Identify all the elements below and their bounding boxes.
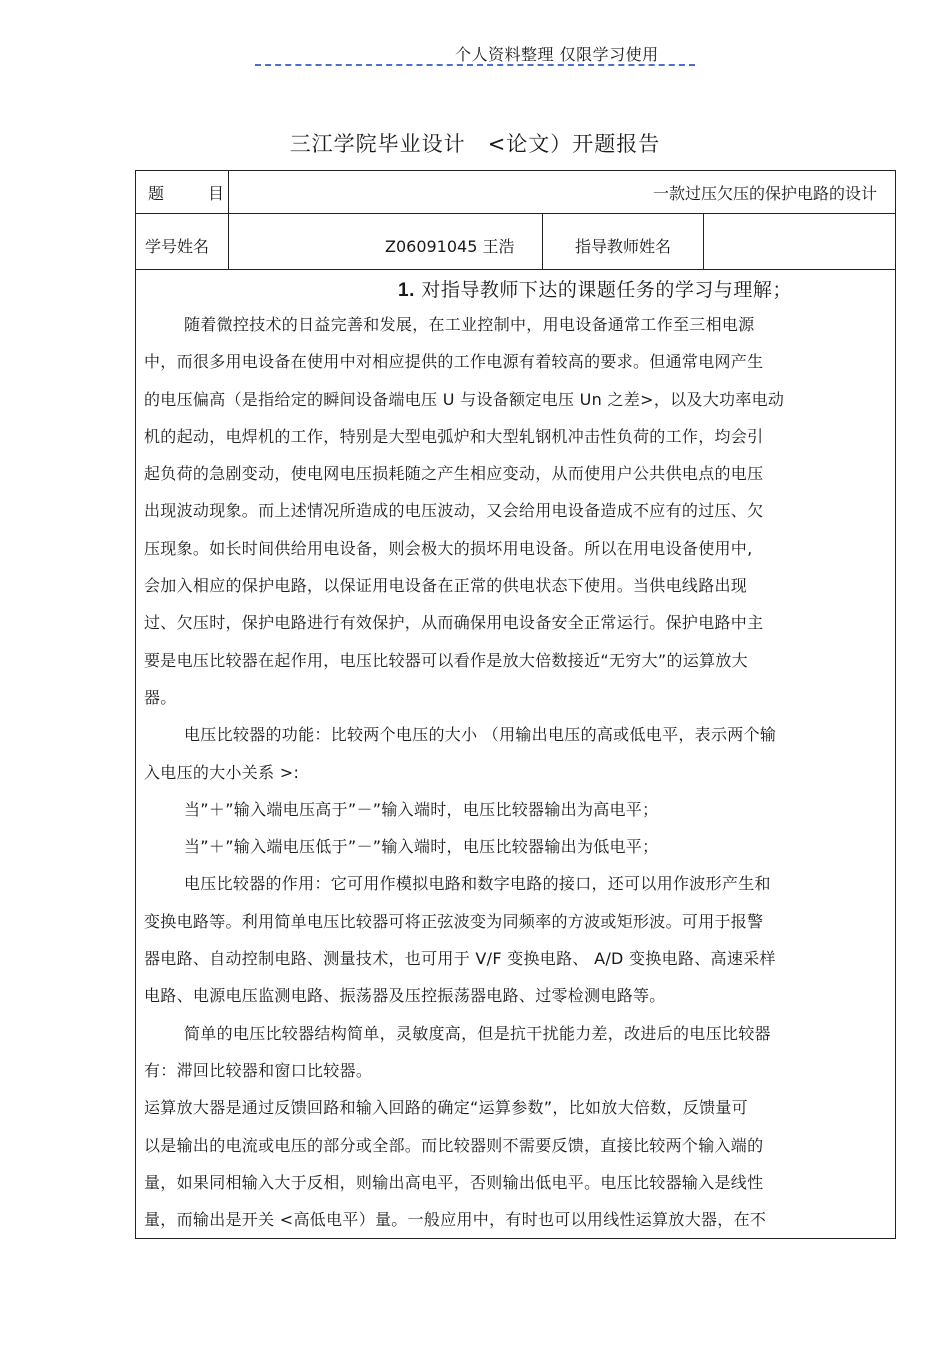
paragraph-5 xyxy=(136,865,895,1014)
text-line: 中，而很多用电设备在使用中对相应提供的工作电源有着较高的要求。但通常电网产生 xyxy=(144,352,764,372)
text-line: 机的起动，电焊机的工作，特别是大型电弧炉和大型轧钢机冲击性负荷的工作，均会引 xyxy=(144,426,764,446)
paragraph-6 xyxy=(136,1015,895,1090)
text-line: 有：滞回比较器和窗口比较器。 xyxy=(144,1060,373,1080)
text-line: 器。 xyxy=(144,687,177,707)
proposal-form-table xyxy=(135,170,896,1239)
paragraph-1 xyxy=(136,306,895,716)
text-line: 会加入相应的保护电路，以保证用电设备在正常的供电状态下使用。当供电线路出现 xyxy=(144,576,748,596)
section-heading xyxy=(398,274,895,306)
paragraph-7 xyxy=(136,1089,895,1238)
text-line: 电压比较器的功能：比较两个电压的大小 （用输出电压的高或低电平，表示两个输 xyxy=(184,725,777,745)
title-part-1: 三江学院毕业设计 xyxy=(289,132,466,156)
section-title: 对指导教师下达的课题任务的学习与理解； xyxy=(421,279,792,301)
student-id-name: Z06091045 王浩 xyxy=(385,237,515,256)
text-line: 变换电路等。利用简单电压比较器可将正弦波变为同频率的方波或矩形波。可用于报警 xyxy=(144,911,764,931)
text-line: 简单的电压比较器结构简单，灵敏度高，但是抗干扰能力差，改进后的电压比较器 xyxy=(184,1023,771,1043)
student-value xyxy=(229,214,543,270)
header-note: 个人资料整理 仅限学习使用 xyxy=(455,45,659,64)
text-line: 入电压的大小关系 >: xyxy=(144,762,300,782)
student-row xyxy=(136,214,896,270)
paragraph-2 xyxy=(136,716,895,791)
text-line: 电路、电源电压监测电路、振荡器及压控振荡器电路、过零检测电路等。 xyxy=(144,986,666,1006)
topic-value-cell: 一款过压欠压的保护电路的设计 xyxy=(229,171,896,214)
text-line: 压现象。如长时间供给用电设备，则会极大的损坏用电设备。所以在用电设备使用中, xyxy=(144,538,753,558)
student-label: 学号姓名 xyxy=(136,214,229,270)
topic-label-char-2: 目 xyxy=(208,183,225,203)
content-cell xyxy=(136,270,896,1239)
text-line: 量，而输出是开关 <高低电平）量。一般应用中，有时也可以用线性运算放大器，在不 xyxy=(144,1210,767,1230)
content-row xyxy=(136,270,896,1239)
text-line: 当”＋”输入端电压低于”－”输入端时，电压比较器输出为低电平； xyxy=(184,837,659,857)
text-line: 电压比较器的作用：它可用作模拟电路和数字电路的接口，还可以用作波形产生和 xyxy=(184,874,771,894)
text-line: 过、欠压时，保护电路进行有效保护，从而确保用电设备安全正常运行。保护电路中主 xyxy=(144,613,764,633)
topic-row xyxy=(136,171,896,214)
text-line: 随着微控技术的日益完善和发展，在工业控制中，用电设备通常工作至三相电源 xyxy=(184,315,755,334)
text-line: 的电压偏高（是指给定的瞬间设备端电压 U 与设备额定电压 Un 之差>，以及大功率电动 xyxy=(144,389,785,409)
text-line: 当”＋”输入端电压高于”－”输入端时，电压比较器输出为高电平； xyxy=(184,799,659,819)
text-line: 起负荷的急剧变动，使电网电压损耗随之产生相应变动，从而使用户公共供电点的电压 xyxy=(144,464,764,484)
text-line: 以是输出的电流或电压的部分或全部。而比较器则不需要反馈，直接比较两个输入端的 xyxy=(144,1135,764,1155)
text-line: 出现波动现象。而上述情况所造成的电压波动，又会给用电设备造成不应有的过压、欠 xyxy=(144,501,764,521)
text-line: 量，如果同相输入大于反相，则输出高电平，否则输出低电平。电压比较器输入是线性 xyxy=(144,1172,764,1192)
header-dashed-rule xyxy=(255,64,695,66)
text-line: 运算放大器是通过反馈回路和输入回路的确定“运算参数”，比如放大倍数，反馈量可 xyxy=(144,1098,748,1118)
text-line: 器电路、自动控制电路、测量技术，也可用于 V/F 变换电路、 A/D 变换电路、高速采样 xyxy=(144,949,776,969)
document-title xyxy=(0,128,950,158)
section-number: 1. xyxy=(398,280,415,301)
paragraph-3 xyxy=(136,791,895,828)
topic-label-cell xyxy=(136,171,229,214)
topic-label-char-1: 题 xyxy=(148,183,165,203)
paragraph-4 xyxy=(136,828,895,865)
title-part-2: <论文）开题报告 xyxy=(487,132,661,156)
text-line: 要是电压比较器在起作用，电压比较器可以看作是放大倍数接近“无穷大”的运算放大 xyxy=(144,650,748,670)
advisor-label: 指导教师姓名 xyxy=(543,214,704,270)
advisor-value xyxy=(704,214,896,270)
